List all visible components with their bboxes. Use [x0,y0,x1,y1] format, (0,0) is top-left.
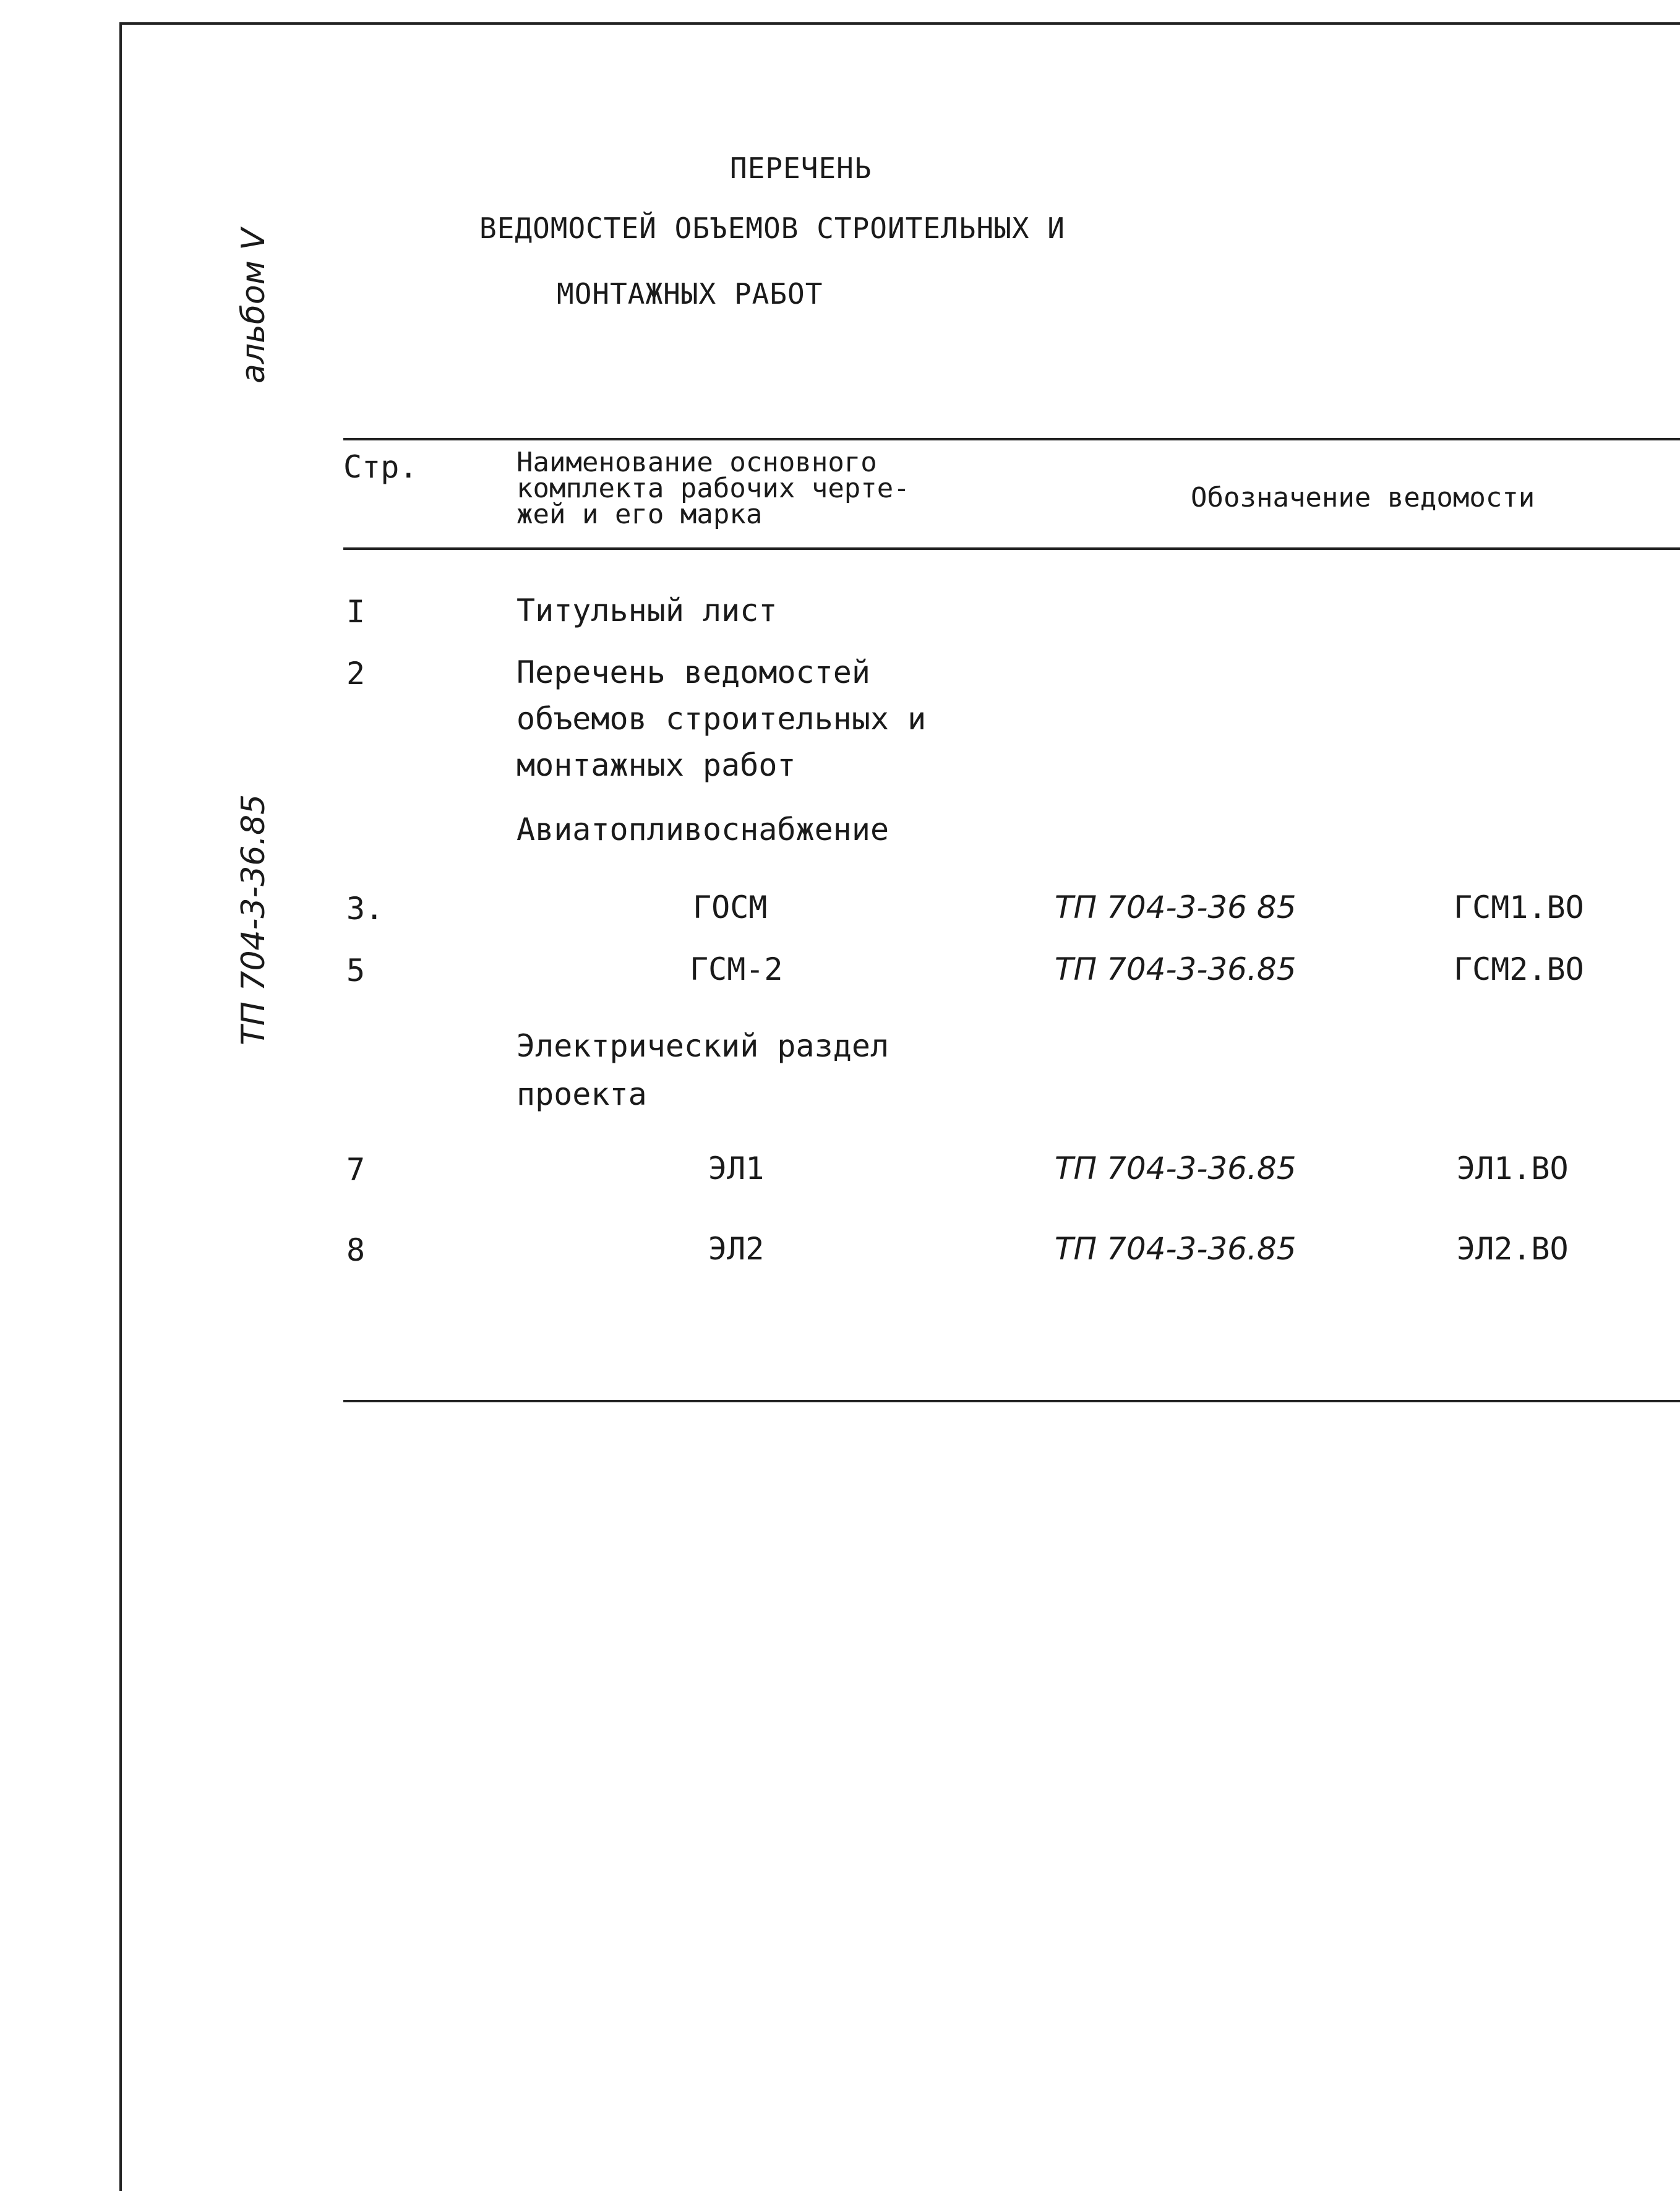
section-electrical-line-1: Электрический раздел [516,1028,889,1064]
table-bottom-rule [343,1400,1680,1402]
row-7-page: 7 [346,1152,366,1188]
frame-top-border [121,22,1680,25]
row-1-name: Титульный лист [516,593,778,628]
row-3-doc: ГСМ1.ВО [1454,890,1584,925]
header-name-line-1: Наименование основного [516,447,877,478]
album-note: альбом V [235,228,272,384]
header-bottom-rule [343,547,1680,550]
row-8-mark: ЭЛ2 [708,1231,765,1267]
row-7-doc: ЭЛ1.ВО [1457,1151,1569,1186]
row-1-page: I [346,594,366,630]
row-7-mark: ЭЛ1 [708,1151,765,1186]
row-3-mark: ГОСМ [693,890,768,925]
row-2-name-line-2: объемов строительных и [516,701,927,737]
header-page: Стр. [343,449,418,485]
section-electrical-line-2: проекта [516,1076,647,1112]
row-3-page: 3. [346,891,384,927]
project-code-note: ТП 704-3-36.85 [235,794,272,1045]
title-line-3: МОНТАЖНЫХ РАБОТ [557,277,823,311]
row-2-page: 2 [346,656,366,692]
row-5-mark: ГСМ-2 [690,951,783,987]
row-5-page: 5 [346,953,366,988]
header-designation: Обозначение ведомости [1191,482,1535,513]
row-8-doc: ЭЛ2.ВО [1457,1231,1569,1267]
header-name-line-2: комплекта рабочих черте- [516,473,910,504]
row-8-page: 8 [346,1232,366,1268]
row-8-code: ТП 704-3-36.85 [1055,1231,1296,1267]
section-fuel: Авиатопливоснабжение [516,812,889,847]
row-5-code: ТП 704-3-36.85 [1055,951,1296,987]
table-top-rule [343,438,1680,440]
row-5-doc: ГСМ2.ВО [1454,951,1584,987]
row-2-name-line-1: Перечень ведомостей [516,654,870,690]
row-7-code: ТП 704-3-36.85 [1055,1151,1296,1186]
row-3-code: ТП 704-3-36 85 [1055,890,1296,925]
frame-left-border [119,22,122,2191]
row-2-name-line-3: монтажных работ [516,747,796,783]
header-name-line-3: жей и его марка [516,499,763,530]
title-line-2: ВЕДОМОСТЕЙ ОБЪЕМОВ СТРОИТЕЛЬНЫХ И [479,212,1065,245]
title-line-1: ПЕРЕЧЕНЬ [730,152,872,185]
